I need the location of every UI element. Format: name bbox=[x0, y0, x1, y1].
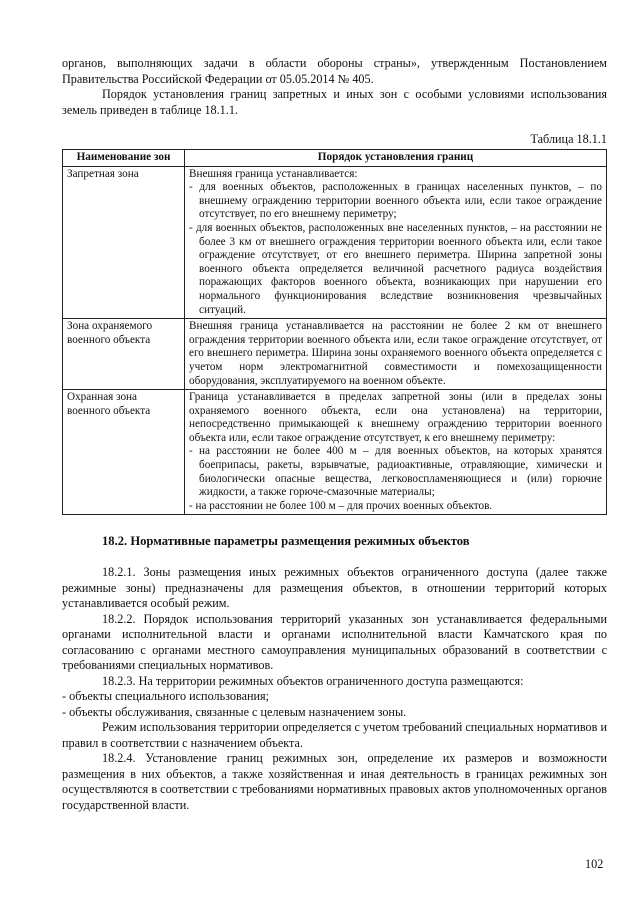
procedure-line: - на расстоянии не более 100 м – для прочих военных объектов. bbox=[189, 499, 493, 512]
section-bullet-1: - объекты специального использования; bbox=[62, 689, 270, 704]
intro-paragraph-2: Порядок установления границ запретных и иных зон с особыми условиями использования земель приведен в таблице 18.1.1. bbox=[62, 87, 607, 117]
table-header-row bbox=[63, 150, 607, 167]
table-row bbox=[63, 166, 607, 319]
section-paragraph-4: Режим использования территории определяется с учетом требований специальных нормативов и правил в соответствии с назначением объекта. bbox=[62, 720, 607, 750]
section-paragraph-2: 18.2.2. Порядок использования территорий указанных зон устанавливается федеральными органами исполнительной власти и органами исполнительной власти Камчатского края по согласованию с органами местного самоуправления муниципальных образований в соответствии с требованиями специальных нормативов. bbox=[62, 611, 607, 673]
table-caption: Таблица 18.1.1 bbox=[530, 132, 607, 146]
document-page bbox=[62, 56, 607, 813]
header-boundary-procedure: Порядок установления границ bbox=[185, 150, 607, 167]
zone-procedure-cell bbox=[185, 166, 607, 319]
zone-procedure-cell bbox=[185, 390, 607, 515]
zones-table bbox=[62, 149, 607, 515]
procedure-line: - на расстоянии не более 400 м – для военных объектов, на которых хранятся боеприпасы, ракеты, взрывчатые, радиоактивные, отравляющие, химически и биологически опасные вещества, легковоспламеняющиеся и (или) горючие жидкости, а также горюче-смазочные материалы; bbox=[189, 445, 602, 499]
procedure-line: Внешняя граница устанавливается: bbox=[189, 167, 358, 180]
section-bullet-2: - объекты обслуживания, связанные с целевым назначением зоны. bbox=[62, 704, 407, 719]
section-paragraph-3: 18.2.3. На территории режимных объектов ограниченного доступа размещаются: bbox=[102, 673, 524, 688]
procedure-line: - для военных объектов, расположенных вне населенных пунктов, – на расстоянии не более 3 км от внешнего ограждения территории военного объекта или, если такое ограждение отсутствует, от его внешнего периметра. Ширина запретной зоны военного объекта определяется величиной расчетного радиуса воздействия поражающих факторов военного объекта, возникающих при нарушении его нормального функционирования вследствие возникновения чрезвычайных ситуаций. bbox=[189, 221, 602, 316]
procedure-line: - для военных объектов, расположенных в границах населенных пунктов, – по внешнему ограждению территории военного объекта или, если такое ограждение отсутствует, по его внешнему периметру; bbox=[189, 181, 602, 221]
procedure-line: Граница устанавливается в пределах запретной зоны (или в пределах зоны охраняемого военного объекта, если она установлена) на территории, непосредственно примыкающей к внешнему ограждению территории военного объекта или, если такое ограждение отсутствует, к его внешнему периметру: bbox=[189, 391, 602, 444]
zone-name-cell: Запретная зона bbox=[63, 166, 185, 319]
zone-name-cell: Охранная зона военного объекта bbox=[63, 390, 185, 515]
zone-name-cell: Зона охраняемого военного объекта bbox=[63, 319, 185, 390]
page-number: 102 bbox=[585, 857, 604, 871]
table-row bbox=[63, 390, 607, 515]
section-heading: 18.2. Нормативные параметры размещения режимных объектов bbox=[102, 534, 470, 549]
intro-paragraph-1: органов, выполняющих задачи в области обороны страны», утвержденным Постановлением Правительства Российской Федерации от 05.05.2014 № 405. bbox=[62, 56, 607, 86]
procedure-line: Внешняя граница устанавливается на расстоянии не более 2 км от внешнего ограждения территории военного объекта или, если такое ограждение отсутствует, от его внешнего периметра. Ширина зоны охраняемого военного объекта определяется с учетом норм электромагнитной совместимости и помехозащищенности оборудования, эксплуатируемого на военном объекте. bbox=[189, 320, 602, 387]
section-paragraph-1: 18.2.1. Зоны размещения иных режимных объектов ограниченного доступа (далее также режимные зоны) предназначены для размещения объектов, в отношении территорий которых устанавливается особый режим. bbox=[62, 565, 607, 611]
section-paragraph-5: 18.2.4. Установление границ режимных зон, определение их размеров и возможности размещения в них объектов, а также хозяйственная и иная деятельность в границах режимных зон осуществляются в соответствии с требованиями нормативных правовых актов уполномоченных органов государственной власти. bbox=[62, 751, 607, 812]
table-row bbox=[63, 319, 607, 390]
zone-procedure-cell bbox=[185, 319, 607, 390]
header-zone-name: Наименование зон bbox=[63, 150, 185, 167]
